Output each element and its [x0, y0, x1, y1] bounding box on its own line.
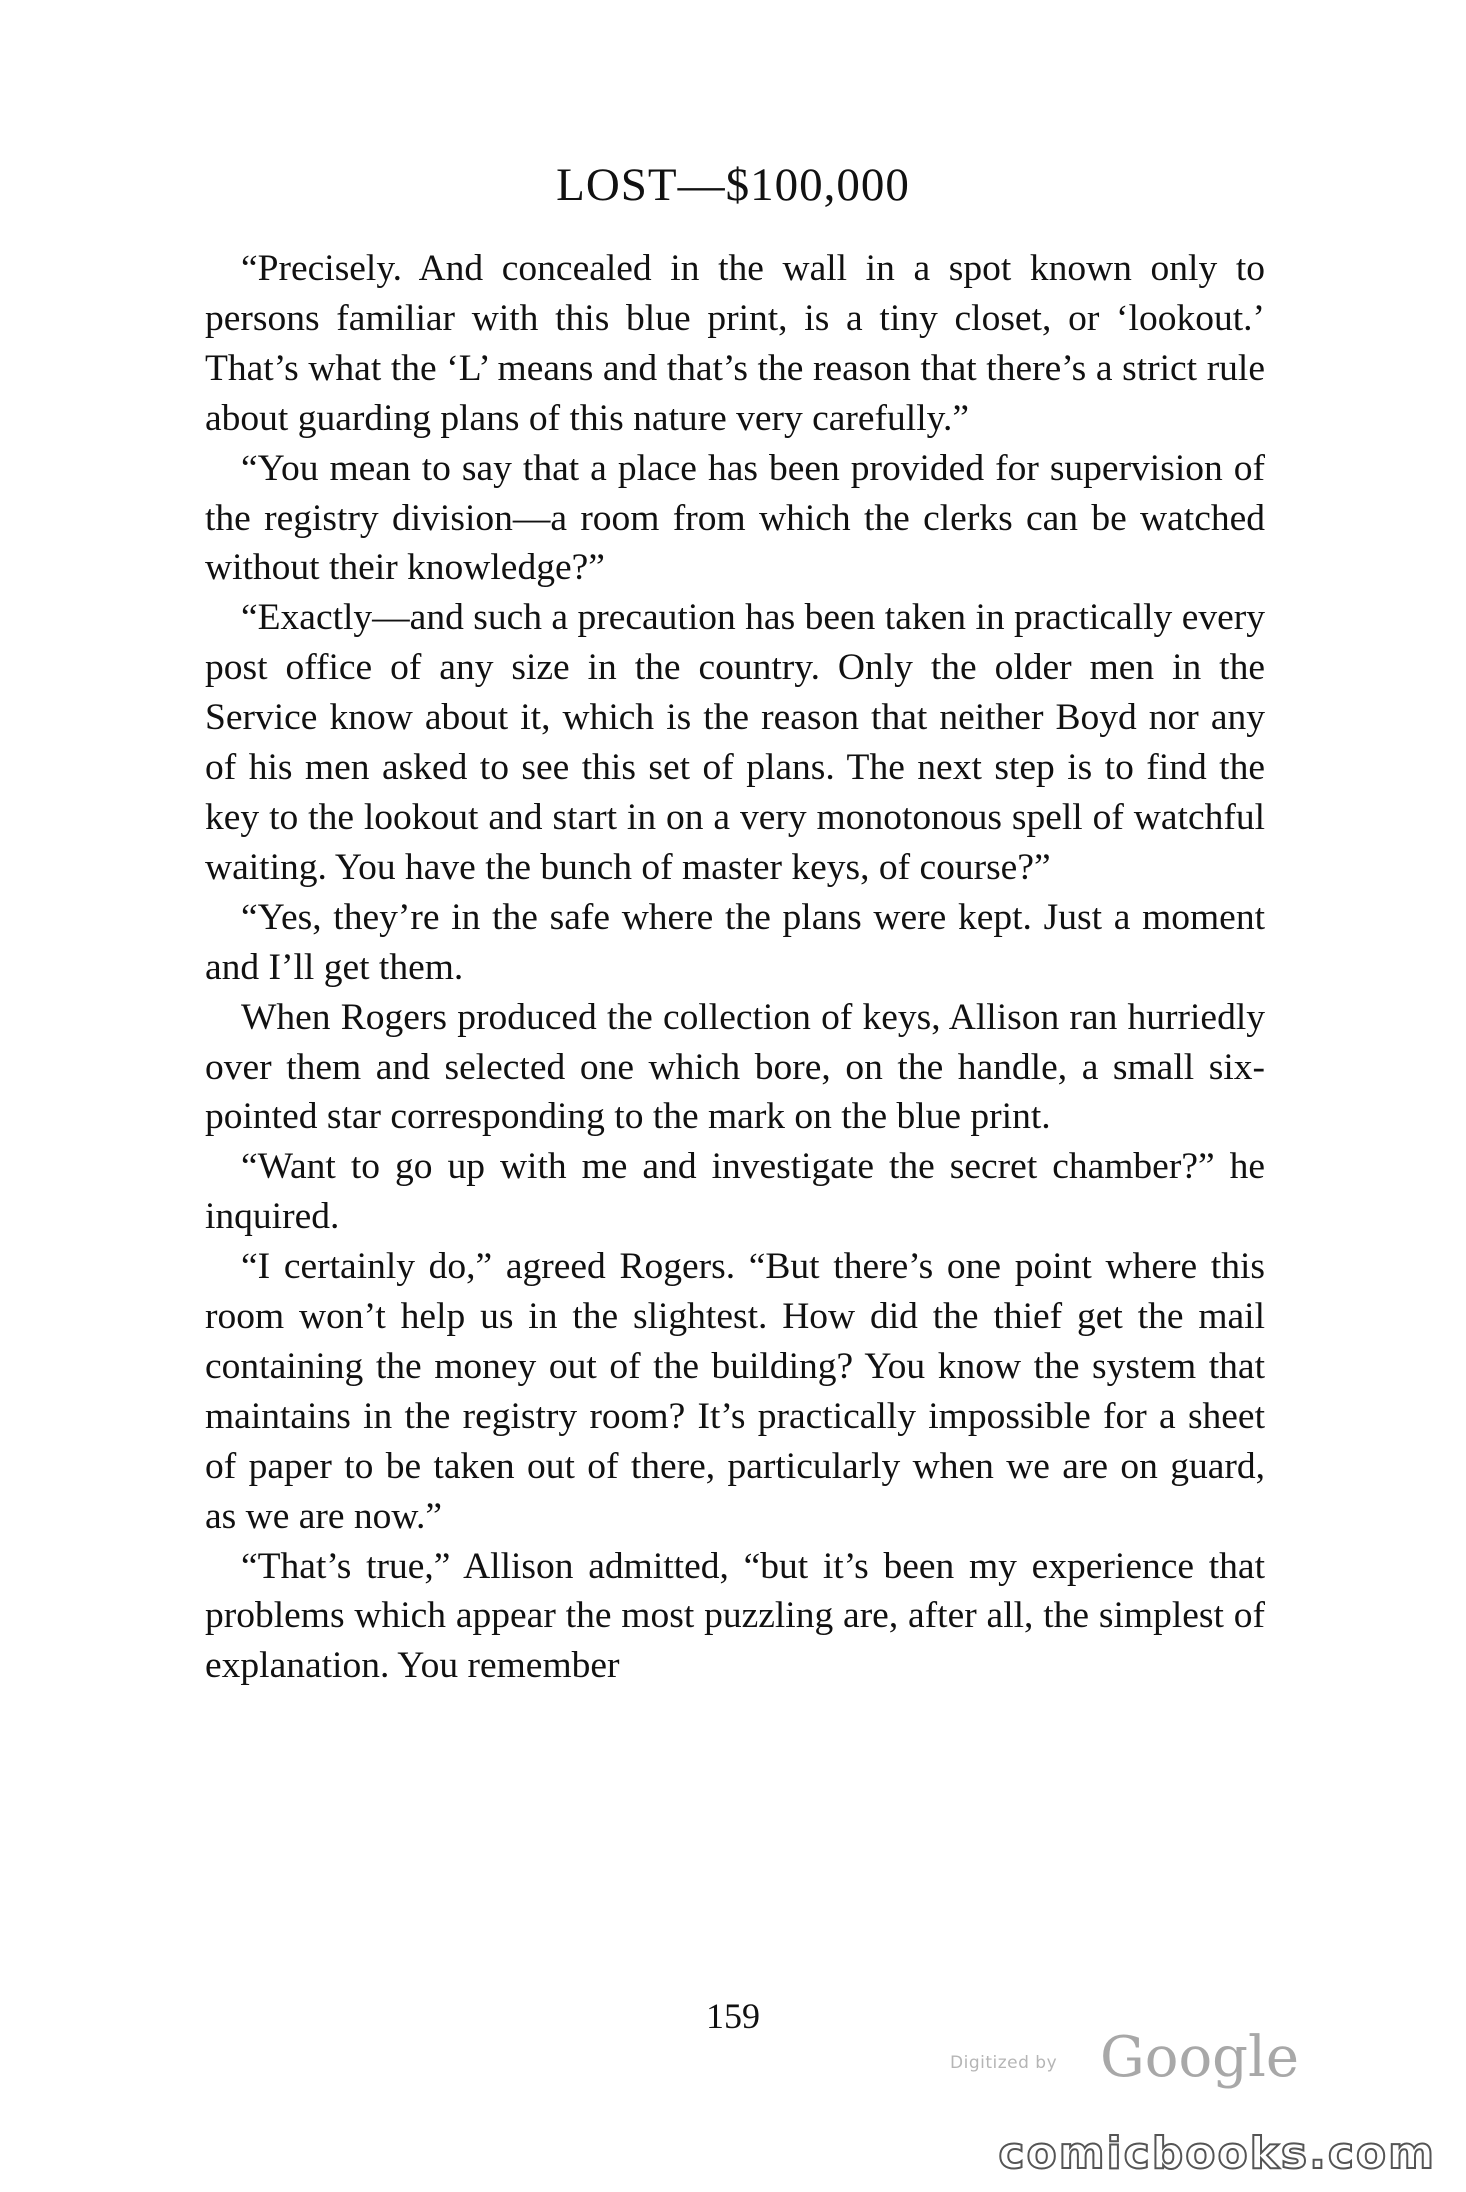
- paragraph: “You mean to say that a place has been provided for supervision of the registry division—a room from which the clerks can be watched without their knowledge?”: [205, 447, 1265, 589]
- page-number: 159: [706, 1996, 760, 2036]
- digitized-by-google-mark: [950, 2025, 1300, 2095]
- paragraph: “I certainly do,” agreed Rogers. “But there’s one point where this room won’t help us in the slightest. How did the thief get the mail containing the money out of the building? You know the system that maintains in the registry room? It’s practically impossible for a sheet of paper to be taken out of there, particularly when we are on guard, as we are now.”: [205, 1246, 1265, 1537]
- paragraph: “That’s true,” Allison admitted, “but it’s been my experience that problems which appear the most puzzling are, after all, the simplest of explanation. You remember: [205, 1545, 1265, 1687]
- site-watermark: comicbooks.com: [998, 2128, 1436, 2179]
- running-head: LOST—$100,000: [556, 159, 910, 211]
- paragraph: “Yes, they’re in the safe where the plans were kept. Just a moment and I’ll get them.: [205, 896, 1265, 988]
- paragraph: “Precisely. And concealed in the wall in a spot known only to persons familiar with this blue print, is a tiny closet, or ‘lookout.’ That’s what the ‘L’ means and that’s the reason that there’s a strict rule about guarding plans of this nature very carefully.”: [205, 248, 1265, 439]
- google-logo-text: Google: [1100, 2025, 1300, 2090]
- paragraph: “Want to go up with me and investigate the secret chamber?” he inquired.: [205, 1146, 1265, 1238]
- body-text: [205, 244, 1265, 1691]
- digitized-by-label: Digitized by: [950, 2053, 1058, 2073]
- paragraph: “Exactly—and such a precaution has been taken in practically every post office of any size in the country. Only the older men in the Service know about it, which is the reason that neither Boyd nor any of his men asked to see this set of plans. The next step is to find the key to the lookout and start in on a very monotonous spell of watchful waiting. You have the bunch of master keys, of course?”: [205, 597, 1265, 888]
- paragraph: When Rogers produced the collection of keys, Allison ran hurriedly over them and selected one which bore, on the handle, a small six-pointed star corresponding to the mark on the blue print.: [205, 996, 1265, 1138]
